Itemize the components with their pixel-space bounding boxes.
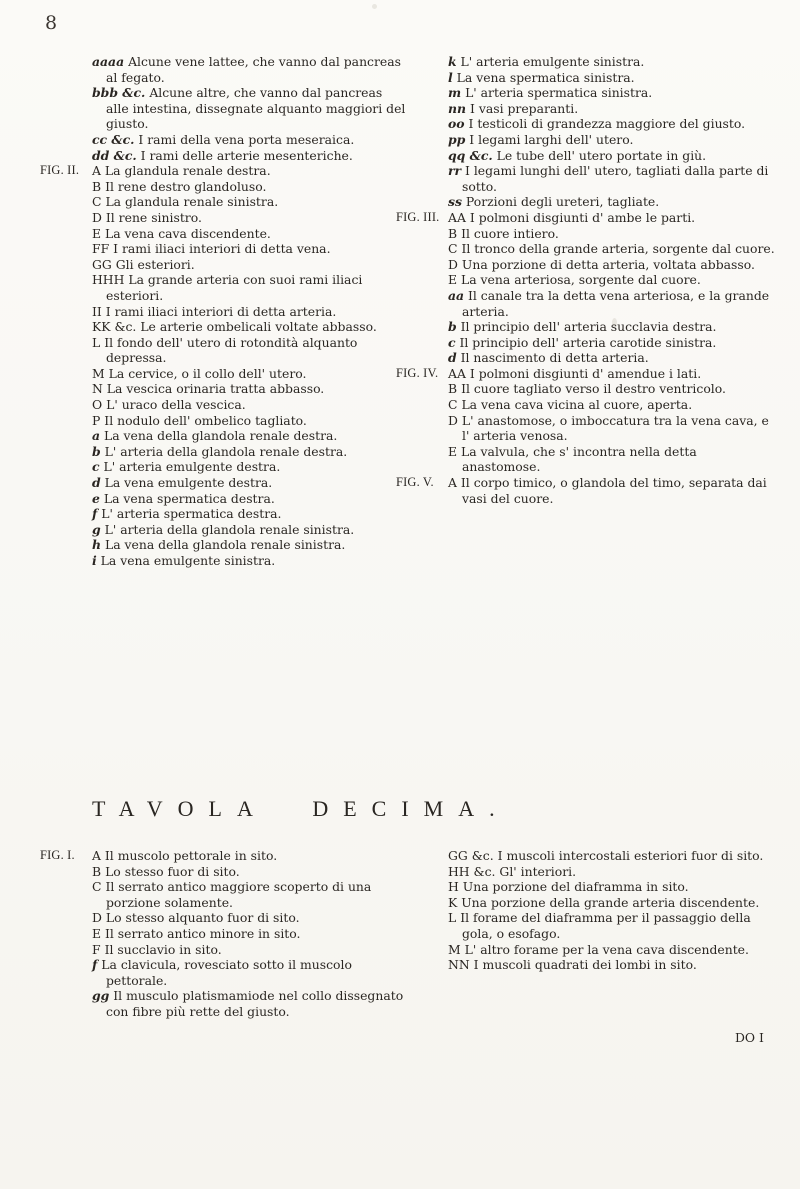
legend-key: A [92, 163, 101, 179]
legend-text: Gl' interiori. [499, 863, 577, 879]
legend-text: L' arteria spermatica sinistra. [465, 85, 653, 101]
legend-entry [92, 148, 408, 164]
legend-entry [92, 988, 408, 1019]
legend-key: L [92, 334, 101, 350]
legend-entry [92, 910, 408, 926]
legend-text: I rami iliaci interiori di detta vena. [113, 241, 331, 257]
legend-entry [448, 272, 778, 288]
legend-entry [448, 163, 778, 194]
legend-key: f [92, 506, 98, 522]
legend-text: Il forame del diaframma per il passaggio della gola, o esofago. [460, 910, 751, 941]
figure-label: FIG. II. [40, 163, 80, 178]
legend-key: K [448, 894, 458, 910]
legend-key: a [92, 428, 101, 444]
legend-entry [92, 132, 408, 148]
legend-text: Lo stesso fuor di sito. [105, 863, 240, 879]
legend-entry [448, 335, 778, 351]
legend-text: Il canale tra la detta vena arteriosa, e la grande arteria. [462, 287, 770, 319]
legend-text: La clavicula, rovesciato sotto il muscolo pettorale. [101, 957, 352, 988]
legend-text: L' arteria della glandola renale destra. [104, 443, 348, 459]
legend-key: HH &c. [448, 863, 496, 879]
legend-entry [92, 926, 408, 942]
legend-entry [92, 179, 408, 195]
legend-entry [92, 335, 408, 366]
legend-entry [92, 381, 408, 397]
legend-text: La vena arteriosa, sorgente dal cuore. [461, 272, 701, 288]
legend-text: La grande arteria con suoi rami iliaci esteriori. [106, 272, 363, 303]
legend-entry [92, 459, 408, 475]
legend-key: b [448, 319, 457, 335]
legend-text: Il corpo timico, o glandola del timo, separata dai vasi del cuore. [460, 475, 767, 506]
figure-label: FIG. IV. [396, 365, 439, 380]
legend-text: Il musculo platismamiode nel collo dissegnato con fibre più rette del giusto. [106, 988, 404, 1019]
legend-entry [448, 132, 778, 148]
legend-key: E [92, 925, 102, 941]
heading-tavola: TAVOLA [92, 796, 268, 821]
legend-text: La vena emulgente sinistra. [100, 553, 276, 568]
legend-text: L' anastomose, o imboccatura tra la vena cava, e l' arteria venosa. [461, 412, 769, 444]
legend-key: f [92, 957, 98, 973]
legend-key: C [92, 879, 102, 895]
legend-entry [92, 54, 408, 85]
legend-entry [448, 85, 778, 101]
legend-entry [92, 85, 408, 132]
legend-text: Il principio dell' arteria succlavia destra. [460, 319, 717, 335]
legend-key: B [92, 863, 102, 879]
legend-entry [92, 319, 408, 335]
legend-text: La vescica orinaria tratta abbasso. [106, 381, 325, 397]
legend-text: I vasi preparanti. [469, 100, 579, 116]
legend-key: dd &c. [92, 147, 137, 163]
figure-label: FIG. III. [396, 209, 440, 224]
legend-key: GG [92, 256, 112, 272]
legend-text: La vena della glandola renale destra. [103, 428, 338, 444]
legend-key: O [92, 397, 103, 413]
legend-text: Il cuore tagliato verso il destro ventricolo. [461, 381, 726, 397]
legend-text: Il cuore intiero. [461, 225, 559, 241]
legend-key: k [448, 54, 457, 69]
legend-key: i [92, 553, 97, 568]
legend-text: I muscoli quadrati dei lombi in sito. [473, 957, 697, 973]
legend-key: C [448, 241, 458, 257]
legend-text: Il principio dell' arteria carotide sinistra. [459, 334, 717, 350]
legend-entry [92, 522, 408, 538]
legend-text: Il fondo dell' utero di rotondità alquanto depressa. [104, 334, 358, 366]
legend-entry [92, 257, 408, 273]
catchword: DO I [735, 1030, 764, 1045]
legend-key: ss [448, 194, 462, 210]
legend-text: I rami iliaci interiori di detta arteria. [105, 303, 337, 319]
legend-text: La vena spermatica sinistra. [456, 69, 635, 85]
legend-key: AA [448, 209, 466, 225]
legend-entry [40, 848, 408, 864]
legend-entry [448, 54, 778, 70]
legend-key: aaaa [92, 54, 125, 69]
legend-entry [396, 365, 778, 382]
legend-text: Alcune altre, che vanno dal pancreas alle intestina, dissegnate alquanto maggiori del giusto. [106, 85, 406, 132]
legend-entry [92, 241, 408, 257]
legend-entry [92, 444, 408, 460]
legend-entry [448, 397, 778, 413]
legend-entry [92, 864, 408, 880]
legend-key: c [92, 459, 100, 475]
legend-text: La cervice, o il collo dell' utero. [108, 365, 307, 381]
legend-text: I muscoli intercostali esteriori fuor di sito. [497, 848, 764, 863]
figure-label: FIG. I. [40, 848, 75, 862]
legend-key: cc &c. [92, 131, 135, 147]
legend-key: l [448, 69, 453, 85]
legend-text: La vena spermatica destra. [103, 490, 275, 506]
legend-entry [40, 163, 408, 179]
legend-text: I rami delle arterie mesenteriche. [140, 147, 353, 163]
legend-text: I testicoli di grandezza maggiore del giusto. [468, 116, 746, 132]
legend-key: FF [92, 241, 110, 257]
legend-entry [448, 70, 778, 86]
legend-entry [92, 537, 408, 553]
legend-text: I polmoni disgiunti d' amendue i lati. [469, 365, 702, 381]
legend-text: Gli esteriori. [115, 256, 195, 272]
legend-entry [92, 226, 408, 242]
legend-entry [448, 895, 778, 911]
legend-entry [92, 475, 408, 491]
legend-entry [448, 413, 778, 444]
legend-key: nn [448, 100, 467, 116]
legend-text: Una porzione della grande arteria discendente. [461, 894, 760, 910]
legend-key: B [448, 381, 458, 397]
legend-key: C [448, 397, 458, 413]
legend-key: M [92, 365, 105, 381]
legend-entry [92, 553, 408, 569]
legend-key: c [448, 334, 456, 350]
legend-text: Il muscolo pettorale in sito. [104, 848, 278, 863]
legend-key: b [92, 443, 101, 459]
legend-text: Il succlavio in sito. [104, 941, 222, 957]
legend-entry [92, 957, 408, 988]
legend-text: Porzioni degli ureteri, tagliate. [465, 194, 660, 210]
legend-key: pp [448, 131, 466, 147]
legend-key: d [448, 350, 457, 366]
legend-text: La valvula, che s' incontra nella detta anastomose. [461, 443, 697, 475]
legend-entry [448, 319, 778, 335]
legend-entry [448, 942, 778, 958]
page-number: 8 [45, 12, 58, 34]
legend-entry [396, 209, 778, 226]
legend-entry [448, 444, 778, 475]
legend-entry [92, 194, 408, 210]
legend-text: La vena della glandola renale sinistra. [104, 537, 346, 553]
legend-key: h [92, 537, 102, 553]
legend-text: Le tube dell' utero portate in giù. [496, 147, 707, 163]
legend-key: m [448, 85, 462, 101]
legend-entry [448, 848, 778, 864]
legend-column-right-top [396, 54, 778, 506]
legend-text: I legami lunghi dell' utero, tagliati dalla parte di sotto. [462, 163, 769, 194]
legend-entry [448, 101, 778, 117]
legend-entry [448, 381, 778, 397]
legend-entry [92, 210, 408, 226]
legend-text: Alcune vene lattee, che vanno dal pancreas al fegato. [106, 54, 401, 85]
legend-key: B [448, 225, 458, 241]
legend-text: L' uraco della vescica. [106, 397, 246, 413]
legend-text: I polmoni disgiunti d' ambe le parti. [469, 209, 696, 225]
legend-key: H [448, 879, 459, 895]
heading-decima: DECIMA. [312, 796, 510, 821]
legend-text: L' arteria della glandola renale sinistra. [104, 521, 355, 537]
legend-text: L' altro forame per la vena cava discendente. [464, 941, 749, 957]
legend-entry [448, 879, 778, 895]
legend-key: d [92, 475, 101, 491]
legend-text: L' arteria spermatica destra. [101, 506, 282, 522]
legend-column-left-bottom [40, 848, 408, 1020]
legend-key: D [92, 910, 102, 926]
legend-key: N [92, 381, 103, 397]
legend-entry [92, 304, 408, 320]
legend-text: Il nascimento di detta arteria. [460, 350, 649, 366]
legend-key: E [92, 225, 102, 241]
legend-text: Il serrato antico minore in sito. [105, 925, 301, 941]
legend-entry [448, 257, 778, 273]
legend-key: D [92, 209, 102, 225]
legend-entry [448, 910, 778, 941]
legend-entry [92, 879, 408, 910]
legend-key: E [448, 443, 458, 459]
legend-entry [92, 491, 408, 507]
legend-key: L [448, 910, 457, 926]
legend-entry [92, 428, 408, 444]
legend-key: NN [448, 957, 470, 973]
legend-text: I rami della vena porta meseraica. [138, 131, 355, 147]
legend-entry [396, 475, 778, 506]
legend-key: qq &c. [448, 147, 493, 163]
plate-heading [92, 796, 782, 822]
legend-entry [448, 350, 778, 366]
legend-text: Il nodulo dell' ombelico tagliato. [104, 412, 307, 428]
legend-entry [448, 864, 778, 880]
legend-key: A [92, 848, 101, 863]
legend-column-left-top [40, 54, 408, 569]
legend-key: gg [92, 988, 110, 1004]
legend-text: Il rene sinistro. [105, 209, 202, 225]
legend-entry [448, 116, 778, 132]
legend-key: bbb &c. [92, 85, 146, 101]
legend-key: F [92, 941, 101, 957]
legend-entry [92, 413, 408, 429]
legend-key: GG &c. [448, 848, 494, 863]
legend-text: Una porzione di detta arteria, voltata abbasso. [461, 256, 755, 272]
legend-key: KK &c. [92, 319, 137, 335]
legend-key: g [92, 521, 101, 537]
legend-key: D [448, 412, 458, 428]
legend-key: P [92, 412, 101, 428]
legend-key: D [448, 256, 458, 272]
legend-key: AA [448, 365, 466, 381]
legend-entry [448, 241, 778, 257]
legend-text: La vena cava discendente. [105, 225, 271, 241]
legend-entry [448, 148, 778, 164]
legend-entry [448, 226, 778, 242]
legend-text: La glandula renale sinistra. [105, 194, 279, 210]
legend-key: C [92, 194, 102, 210]
legend-key: B [92, 178, 102, 194]
legend-key: oo [448, 116, 465, 132]
legend-text: L' arteria emulgente destra. [103, 459, 281, 475]
legend-text: Il serrato antico maggiore scoperto di una porzione solamente. [105, 879, 372, 910]
legend-key: E [448, 272, 458, 288]
legend-text: L' arteria emulgente sinistra. [460, 54, 645, 69]
legend-column-right-bottom [448, 848, 778, 973]
legend-key: II [92, 303, 102, 319]
legend-text: La vena cava vicina al cuore, aperta. [461, 397, 693, 413]
legend-key: rr [448, 163, 462, 179]
legend-text: Il rene destro glandoluso. [105, 178, 267, 194]
legend-text: I legami larghi dell' utero. [469, 131, 634, 147]
legend-key: aa [448, 287, 465, 303]
legend-entry [448, 194, 778, 210]
legend-entry [92, 397, 408, 413]
ink-speck [372, 4, 377, 9]
legend-text: Il tronco della grande arteria, sorgente dal cuore. [461, 241, 775, 257]
legend-entry [92, 272, 408, 303]
legend-text: La glandula renale destra. [104, 163, 271, 179]
legend-entry [92, 506, 408, 522]
legend-key: A [448, 475, 457, 491]
legend-text: Le arterie ombelicali voltate abbasso. [140, 319, 377, 335]
legend-text: Lo stesso alquanto fuor di sito. [105, 910, 300, 926]
legend-key: HHH [92, 272, 125, 288]
legend-entry [92, 366, 408, 382]
legend-text: La vena emulgente destra. [104, 475, 273, 491]
legend-key: e [92, 490, 100, 506]
legend-text: Una porzione del diaframma in sito. [462, 879, 689, 895]
legend-key: M [448, 941, 461, 957]
legend-entry [448, 957, 778, 973]
figure-label: FIG. V. [396, 475, 434, 490]
legend-entry [92, 942, 408, 958]
legend-entry [448, 288, 778, 319]
